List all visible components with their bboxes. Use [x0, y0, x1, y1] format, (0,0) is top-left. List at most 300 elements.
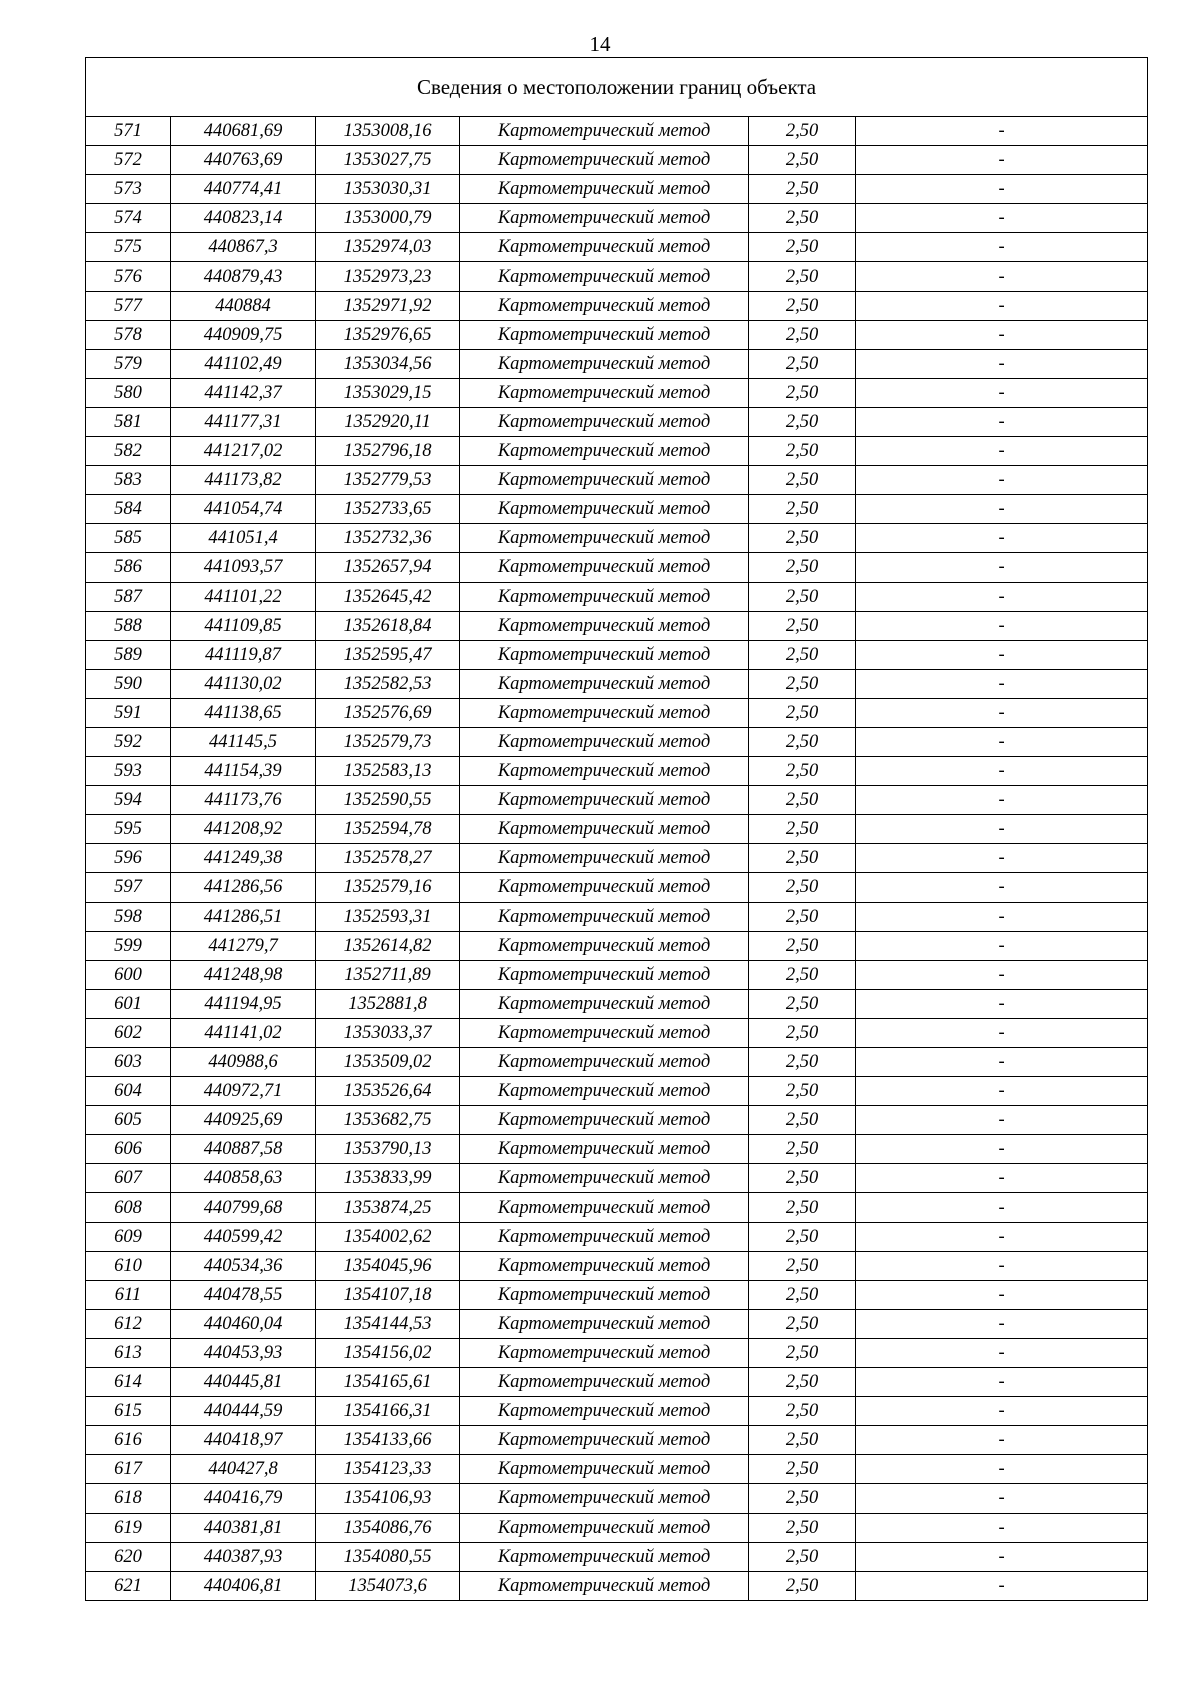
table-row [86, 1222, 1148, 1251]
description-cell: - [856, 378, 1148, 407]
table-title: Сведения о местоположении границ объекта [86, 58, 1148, 117]
description-cell: - [856, 204, 1148, 233]
description-cell: - [856, 1397, 1148, 1426]
y-coordinate-cell: 1354073,6 [316, 1571, 460, 1600]
y-coordinate-cell: 1352657,94 [316, 553, 460, 582]
y-coordinate-cell: 1352732,36 [316, 524, 460, 553]
description-cell: - [856, 1193, 1148, 1222]
method-cell: Картометрический метод [460, 1455, 749, 1484]
point-number-cell: 577 [86, 291, 171, 320]
y-coordinate-cell: 1353874,25 [316, 1193, 460, 1222]
point-number-cell: 589 [86, 640, 171, 669]
description-cell: - [856, 1309, 1148, 1338]
point-number-cell: 592 [86, 727, 171, 756]
method-cell: Картометрический метод [460, 1077, 749, 1106]
table-row [86, 1106, 1148, 1135]
point-number-cell: 605 [86, 1106, 171, 1135]
y-coordinate-cell: 1354107,18 [316, 1280, 460, 1309]
point-number-cell: 614 [86, 1368, 171, 1397]
point-number-cell: 576 [86, 262, 171, 291]
accuracy-cell: 2,50 [749, 1251, 856, 1280]
point-number-cell: 582 [86, 437, 171, 466]
accuracy-cell: 2,50 [749, 1048, 856, 1077]
y-coordinate-cell: 1353029,15 [316, 378, 460, 407]
accuracy-cell: 2,50 [749, 204, 856, 233]
method-cell: Картометрический метод [460, 1251, 749, 1280]
point-number-cell: 584 [86, 495, 171, 524]
method-cell: Картометрический метод [460, 1164, 749, 1193]
accuracy-cell: 2,50 [749, 1338, 856, 1367]
y-coordinate-cell: 1354002,62 [316, 1222, 460, 1251]
description-cell: - [856, 553, 1148, 582]
accuracy-cell: 2,50 [749, 611, 856, 640]
description-cell: - [856, 1164, 1148, 1193]
description-cell: - [856, 1571, 1148, 1600]
x-coordinate-cell: 441286,51 [171, 902, 316, 931]
accuracy-cell: 2,50 [749, 1368, 856, 1397]
x-coordinate-cell: 441154,39 [171, 757, 316, 786]
method-cell: Картометрический метод [460, 727, 749, 756]
description-cell: - [856, 582, 1148, 611]
description-cell: - [856, 1106, 1148, 1135]
description-cell: - [856, 727, 1148, 756]
y-coordinate-cell: 1353034,56 [316, 349, 460, 378]
table-row [86, 1542, 1148, 1571]
accuracy-cell: 2,50 [749, 640, 856, 669]
accuracy-cell: 2,50 [749, 1426, 856, 1455]
accuracy-cell: 2,50 [749, 902, 856, 931]
point-number-cell: 610 [86, 1251, 171, 1280]
y-coordinate-cell: 1352579,73 [316, 727, 460, 756]
accuracy-cell: 2,50 [749, 1513, 856, 1542]
description-cell: - [856, 698, 1148, 727]
x-coordinate-cell: 440884 [171, 291, 316, 320]
accuracy-cell: 2,50 [749, 1222, 856, 1251]
point-number-cell: 590 [86, 669, 171, 698]
accuracy-cell: 2,50 [749, 786, 856, 815]
description-cell: - [856, 611, 1148, 640]
y-coordinate-cell: 1352618,84 [316, 611, 460, 640]
description-cell: - [856, 931, 1148, 960]
point-number-cell: 618 [86, 1484, 171, 1513]
y-coordinate-cell: 1353033,37 [316, 1018, 460, 1047]
table-row [86, 1077, 1148, 1106]
description-cell: - [856, 902, 1148, 931]
description-cell: - [856, 466, 1148, 495]
description-cell: - [856, 407, 1148, 436]
method-cell: Картометрический метод [460, 437, 749, 466]
x-coordinate-cell: 441173,76 [171, 786, 316, 815]
accuracy-cell: 2,50 [749, 1309, 856, 1338]
method-cell: Картометрический метод [460, 1018, 749, 1047]
x-coordinate-cell: 441286,56 [171, 873, 316, 902]
point-number-cell: 591 [86, 698, 171, 727]
accuracy-cell: 2,50 [749, 1455, 856, 1484]
table-row [86, 1455, 1148, 1484]
table-title-row [86, 58, 1148, 117]
x-coordinate-cell: 441194,95 [171, 989, 316, 1018]
y-coordinate-cell: 1352971,92 [316, 291, 460, 320]
x-coordinate-cell: 440387,93 [171, 1542, 316, 1571]
method-cell: Картометрический метод [460, 960, 749, 989]
x-coordinate-cell: 441279,7 [171, 931, 316, 960]
table-row [86, 640, 1148, 669]
x-coordinate-cell: 441145,5 [171, 727, 316, 756]
method-cell: Картометрический метод [460, 378, 749, 407]
accuracy-cell: 2,50 [749, 1135, 856, 1164]
accuracy-cell: 2,50 [749, 553, 856, 582]
table-row [86, 611, 1148, 640]
point-number-cell: 585 [86, 524, 171, 553]
table-row [86, 1338, 1148, 1367]
table-row [86, 1251, 1148, 1280]
table-row [86, 786, 1148, 815]
method-cell: Картометрический метод [460, 1542, 749, 1571]
method-cell: Картометрический метод [460, 582, 749, 611]
method-cell: Картометрический метод [460, 640, 749, 669]
description-cell: - [856, 291, 1148, 320]
method-cell: Картометрический метод [460, 262, 749, 291]
accuracy-cell: 2,50 [749, 117, 856, 146]
y-coordinate-cell: 1352594,78 [316, 815, 460, 844]
table-row [86, 204, 1148, 233]
table-row [86, 1426, 1148, 1455]
description-cell: - [856, 989, 1148, 1018]
point-number-cell: 598 [86, 902, 171, 931]
description-cell: - [856, 960, 1148, 989]
accuracy-cell: 2,50 [749, 349, 856, 378]
point-number-cell: 603 [86, 1048, 171, 1077]
x-coordinate-cell: 440879,43 [171, 262, 316, 291]
x-coordinate-cell: 441119,87 [171, 640, 316, 669]
description-cell: - [856, 1048, 1148, 1077]
point-number-cell: 606 [86, 1135, 171, 1164]
x-coordinate-cell: 440925,69 [171, 1106, 316, 1135]
point-number-cell: 608 [86, 1193, 171, 1222]
method-cell: Картометрический метод [460, 495, 749, 524]
accuracy-cell: 2,50 [749, 175, 856, 204]
point-number-cell: 596 [86, 844, 171, 873]
y-coordinate-cell: 1354123,33 [316, 1455, 460, 1484]
accuracy-cell: 2,50 [749, 378, 856, 407]
table-row [86, 931, 1148, 960]
method-cell: Картометрический метод [460, 1309, 749, 1338]
point-number-cell: 609 [86, 1222, 171, 1251]
accuracy-cell: 2,50 [749, 291, 856, 320]
x-coordinate-cell: 440416,79 [171, 1484, 316, 1513]
y-coordinate-cell: 1353682,75 [316, 1106, 460, 1135]
point-number-cell: 594 [86, 786, 171, 815]
point-number-cell: 607 [86, 1164, 171, 1193]
method-cell: Картометрический метод [460, 175, 749, 204]
table-row [86, 1135, 1148, 1164]
method-cell: Картометрический метод [460, 233, 749, 262]
table-row [86, 1397, 1148, 1426]
y-coordinate-cell: 1354133,66 [316, 1426, 460, 1455]
x-coordinate-cell: 441142,37 [171, 378, 316, 407]
description-cell: - [856, 437, 1148, 466]
table-row [86, 757, 1148, 786]
method-cell: Картометрический метод [460, 669, 749, 698]
method-cell: Картометрический метод [460, 1426, 749, 1455]
accuracy-cell: 2,50 [749, 757, 856, 786]
method-cell: Картометрический метод [460, 1048, 749, 1077]
table-row [86, 1018, 1148, 1047]
x-coordinate-cell: 440988,6 [171, 1048, 316, 1077]
method-cell: Картометрический метод [460, 902, 749, 931]
x-coordinate-cell: 441248,98 [171, 960, 316, 989]
x-coordinate-cell: 441208,92 [171, 815, 316, 844]
y-coordinate-cell: 1352582,53 [316, 669, 460, 698]
x-coordinate-cell: 441173,82 [171, 466, 316, 495]
method-cell: Картометрический метод [460, 757, 749, 786]
accuracy-cell: 2,50 [749, 524, 856, 553]
x-coordinate-cell: 440867,3 [171, 233, 316, 262]
method-cell: Картометрический метод [460, 407, 749, 436]
description-cell: - [856, 1455, 1148, 1484]
table-body [86, 117, 1148, 1601]
description-cell: - [856, 1280, 1148, 1309]
table-row [86, 582, 1148, 611]
accuracy-cell: 2,50 [749, 495, 856, 524]
accuracy-cell: 2,50 [749, 1077, 856, 1106]
accuracy-cell: 2,50 [749, 320, 856, 349]
x-coordinate-cell: 440460,04 [171, 1309, 316, 1338]
point-number-cell: 615 [86, 1397, 171, 1426]
accuracy-cell: 2,50 [749, 844, 856, 873]
x-coordinate-cell: 440478,55 [171, 1280, 316, 1309]
x-coordinate-cell: 441217,02 [171, 437, 316, 466]
method-cell: Картометрический метод [460, 553, 749, 582]
method-cell: Картометрический метод [460, 1222, 749, 1251]
point-number-cell: 612 [86, 1309, 171, 1338]
table-row [86, 844, 1148, 873]
y-coordinate-cell: 1354165,61 [316, 1368, 460, 1397]
method-cell: Картометрический метод [460, 873, 749, 902]
x-coordinate-cell: 440887,58 [171, 1135, 316, 1164]
table-row [86, 378, 1148, 407]
accuracy-cell: 2,50 [749, 727, 856, 756]
method-cell: Картометрический метод [460, 146, 749, 175]
description-cell: - [856, 669, 1148, 698]
y-coordinate-cell: 1354166,31 [316, 1397, 460, 1426]
method-cell: Картометрический метод [460, 786, 749, 815]
accuracy-cell: 2,50 [749, 1164, 856, 1193]
x-coordinate-cell: 441177,31 [171, 407, 316, 436]
accuracy-cell: 2,50 [749, 960, 856, 989]
y-coordinate-cell: 1352881,8 [316, 989, 460, 1018]
table-row [86, 320, 1148, 349]
x-coordinate-cell: 440427,8 [171, 1455, 316, 1484]
point-number-cell: 600 [86, 960, 171, 989]
description-cell: - [856, 1077, 1148, 1106]
method-cell: Картометрический метод [460, 204, 749, 233]
x-coordinate-cell: 441141,02 [171, 1018, 316, 1047]
method-cell: Картометрический метод [460, 291, 749, 320]
method-cell: Картометрический метод [460, 931, 749, 960]
y-coordinate-cell: 1352593,31 [316, 902, 460, 931]
y-coordinate-cell: 1354156,02 [316, 1338, 460, 1367]
method-cell: Картометрический метод [460, 698, 749, 727]
y-coordinate-cell: 1352583,13 [316, 757, 460, 786]
table-row [86, 1048, 1148, 1077]
y-coordinate-cell: 1352733,65 [316, 495, 460, 524]
description-cell: - [856, 495, 1148, 524]
method-cell: Картометрический метод [460, 1280, 749, 1309]
table-row [86, 175, 1148, 204]
point-number-cell: 578 [86, 320, 171, 349]
accuracy-cell: 2,50 [749, 582, 856, 611]
method-cell: Картометрический метод [460, 815, 749, 844]
x-coordinate-cell: 440823,14 [171, 204, 316, 233]
method-cell: Картометрический метод [460, 844, 749, 873]
point-number-cell: 599 [86, 931, 171, 960]
description-cell: - [856, 757, 1148, 786]
description-cell: - [856, 786, 1148, 815]
point-number-cell: 621 [86, 1571, 171, 1600]
x-coordinate-cell: 440418,97 [171, 1426, 316, 1455]
point-number-cell: 575 [86, 233, 171, 262]
y-coordinate-cell: 1354106,93 [316, 1484, 460, 1513]
point-number-cell: 620 [86, 1542, 171, 1571]
x-coordinate-cell: 441101,22 [171, 582, 316, 611]
x-coordinate-cell: 440972,71 [171, 1077, 316, 1106]
point-number-cell: 571 [86, 117, 171, 146]
x-coordinate-cell: 440444,59 [171, 1397, 316, 1426]
method-cell: Картометрический метод [460, 466, 749, 495]
table-row [86, 1193, 1148, 1222]
y-coordinate-cell: 1353509,02 [316, 1048, 460, 1077]
x-coordinate-cell: 441130,02 [171, 669, 316, 698]
x-coordinate-cell: 440453,93 [171, 1338, 316, 1367]
point-number-cell: 583 [86, 466, 171, 495]
accuracy-cell: 2,50 [749, 1280, 856, 1309]
x-coordinate-cell: 441109,85 [171, 611, 316, 640]
description-cell: - [856, 844, 1148, 873]
accuracy-cell: 2,50 [749, 873, 856, 902]
description-cell: - [856, 117, 1148, 146]
accuracy-cell: 2,50 [749, 1018, 856, 1047]
x-coordinate-cell: 441054,74 [171, 495, 316, 524]
description-cell: - [856, 524, 1148, 553]
accuracy-cell: 2,50 [749, 698, 856, 727]
table-row [86, 727, 1148, 756]
y-coordinate-cell: 1352576,69 [316, 698, 460, 727]
description-cell: - [856, 349, 1148, 378]
point-number-cell: 588 [86, 611, 171, 640]
x-coordinate-cell: 440534,36 [171, 1251, 316, 1280]
accuracy-cell: 2,50 [749, 466, 856, 495]
description-cell: - [856, 1222, 1148, 1251]
y-coordinate-cell: 1352595,47 [316, 640, 460, 669]
method-cell: Картометрический метод [460, 1571, 749, 1600]
accuracy-cell: 2,50 [749, 146, 856, 175]
point-number-cell: 602 [86, 1018, 171, 1047]
description-cell: - [856, 1338, 1148, 1367]
accuracy-cell: 2,50 [749, 1397, 856, 1426]
x-coordinate-cell: 440774,41 [171, 175, 316, 204]
y-coordinate-cell: 1354045,96 [316, 1251, 460, 1280]
table-row [86, 960, 1148, 989]
description-cell: - [856, 1251, 1148, 1280]
method-cell: Картометрический метод [460, 1193, 749, 1222]
table-row [86, 495, 1148, 524]
page-number: 14 [589, 32, 611, 56]
y-coordinate-cell: 1353833,99 [316, 1164, 460, 1193]
x-coordinate-cell: 440445,81 [171, 1368, 316, 1397]
table-row [86, 407, 1148, 436]
point-number-cell: 597 [86, 873, 171, 902]
table-row [86, 117, 1148, 146]
description-cell: - [856, 1135, 1148, 1164]
accuracy-cell: 2,50 [749, 1484, 856, 1513]
x-coordinate-cell: 440858,63 [171, 1164, 316, 1193]
y-coordinate-cell: 1353008,16 [316, 117, 460, 146]
accuracy-cell: 2,50 [749, 1193, 856, 1222]
description-cell: - [856, 262, 1148, 291]
y-coordinate-cell: 1353030,31 [316, 175, 460, 204]
method-cell: Картометрический метод [460, 1484, 749, 1513]
x-coordinate-cell: 440799,68 [171, 1193, 316, 1222]
description-cell: - [856, 233, 1148, 262]
method-cell: Картометрический метод [460, 1513, 749, 1542]
table-row [86, 553, 1148, 582]
y-coordinate-cell: 1354144,53 [316, 1309, 460, 1338]
method-cell: Картометрический метод [460, 117, 749, 146]
method-cell: Картометрический метод [460, 1368, 749, 1397]
accuracy-cell: 2,50 [749, 262, 856, 291]
point-number-cell: 611 [86, 1280, 171, 1309]
table-row [86, 698, 1148, 727]
method-cell: Картометрический метод [460, 1338, 749, 1367]
table-row [86, 902, 1148, 931]
x-coordinate-cell: 441051,4 [171, 524, 316, 553]
y-coordinate-cell: 1352579,16 [316, 873, 460, 902]
x-coordinate-cell: 441102,49 [171, 349, 316, 378]
accuracy-cell: 2,50 [749, 815, 856, 844]
accuracy-cell: 2,50 [749, 1542, 856, 1571]
boundary-coordinates-table [85, 57, 1148, 1601]
y-coordinate-cell: 1352590,55 [316, 786, 460, 815]
point-number-cell: 616 [86, 1426, 171, 1455]
x-coordinate-cell: 440406,81 [171, 1571, 316, 1600]
y-coordinate-cell: 1353790,13 [316, 1135, 460, 1164]
y-coordinate-cell: 1354086,76 [316, 1513, 460, 1542]
table-row [86, 1309, 1148, 1338]
accuracy-cell: 2,50 [749, 407, 856, 436]
accuracy-cell: 2,50 [749, 437, 856, 466]
method-cell: Картометрический метод [460, 1397, 749, 1426]
y-coordinate-cell: 1352779,53 [316, 466, 460, 495]
point-number-cell: 613 [86, 1338, 171, 1367]
accuracy-cell: 2,50 [749, 989, 856, 1018]
description-cell: - [856, 175, 1148, 204]
point-number-cell: 586 [86, 553, 171, 582]
description-cell: - [856, 320, 1148, 349]
accuracy-cell: 2,50 [749, 1571, 856, 1600]
x-coordinate-cell: 441138,65 [171, 698, 316, 727]
table-row [86, 1368, 1148, 1397]
x-coordinate-cell: 440909,75 [171, 320, 316, 349]
table-row [86, 466, 1148, 495]
point-number-cell: 595 [86, 815, 171, 844]
point-number-cell: 619 [86, 1513, 171, 1542]
table-row [86, 1280, 1148, 1309]
point-number-cell: 573 [86, 175, 171, 204]
table-row [86, 349, 1148, 378]
point-number-cell: 617 [86, 1455, 171, 1484]
description-cell: - [856, 146, 1148, 175]
